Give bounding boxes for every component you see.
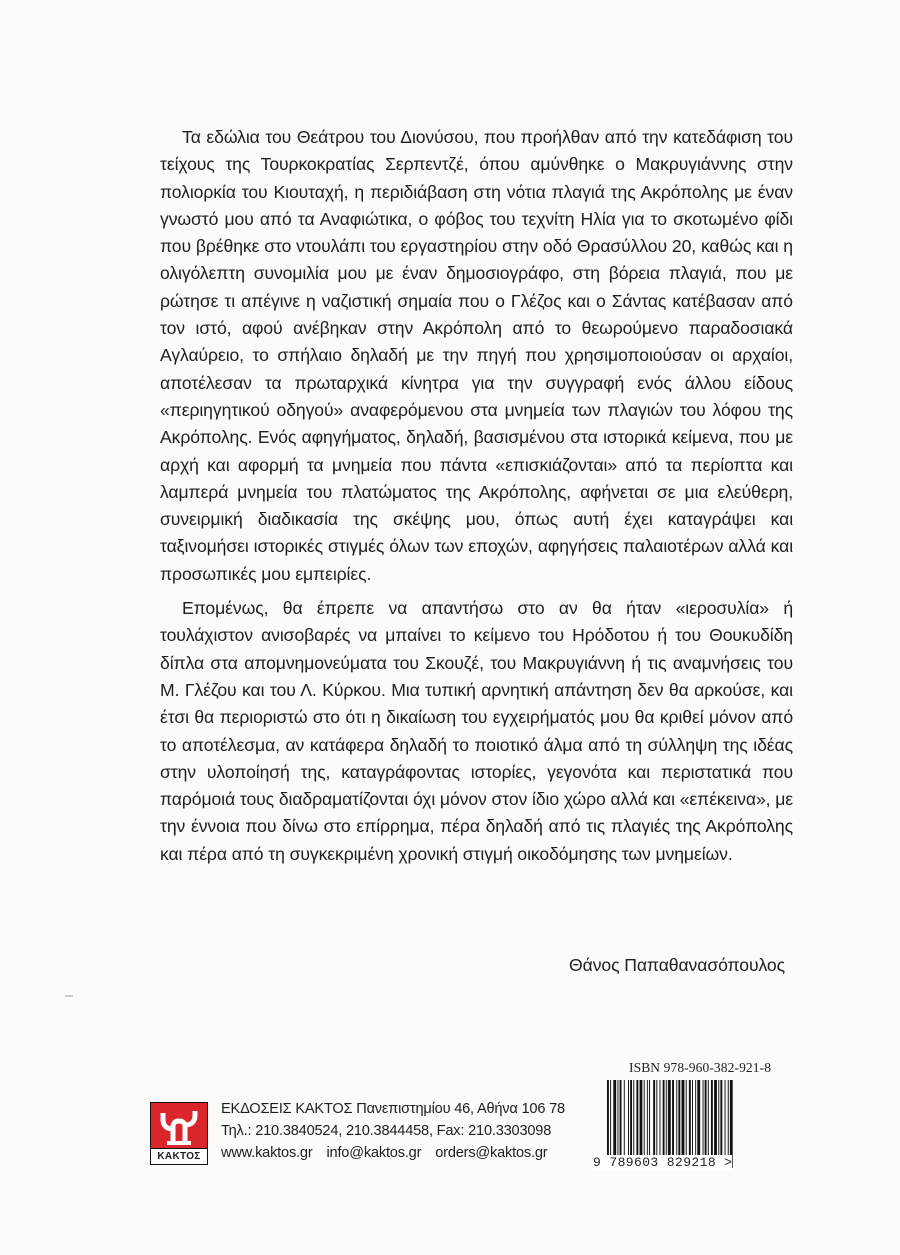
website-link: www.kaktos.gr [221,1145,313,1161]
publisher-info [150,1098,590,1168]
barcode-digits: 9 789603 829218 > [593,1155,733,1170]
info-email: info@kaktos.gr [326,1145,422,1161]
isbn-barcode-block [593,1058,793,1176]
blurb-paragraph-2: Επομένως, θα έπρεπε να απαντήσω στο αν θα ήταν «ιεροσυλία» ή τουλάχιστον ανισοβαρές να μπαίνει το κείμενο του Ηρόδοτου ή του Θουκυδίδη δίπλα στα απομνημονεύματα του Σκουζέ, του Μακρυγιάννη ή τις αναμνήσεις του Μ. Γλέζου και του Λ. Κύρκου. Μια τυπική αρνητική απάντηση δεν θα αρκούσε, και έτσι θα περιοριστώ στο ότι η δικαίωση του εγχειρήματός μου θα κριθεί μόνον από το αποτέλεσμα, αν κατάφερα δηλαδή το ποιοτικό άλμα από τη σύλληψη της ιδέας στην υλοποίησή της, καταγράφοντας ιστορίες, γεγονότα και περιστατικά που παρόμοιά τους διαδραματίζονται όχι μόνον στον ίδιο χώρο αλλά και «επέκεινα», με την έννοια που δίνω στο επίρρημα, πέρα δηλαδή από τις πλαγιές της Ακρόπολης και πέρα από τη συγκεκριμένη χρονική στιγμή οικοδόμησης των μνημείων. [160,598,793,864]
orders-email: orders@kaktos.gr [435,1145,548,1161]
author-signature: Θάνος Παπαθανασόπουλος [569,955,785,975]
logo-label: ΚΑΚΤΟΣ [150,1148,208,1165]
publisher-contact [221,1098,565,1164]
blurb-text [160,124,793,868]
publisher-phones: Τηλ.: 210.3840524, 210.3844458, Fax: 210.3303098 [221,1123,552,1139]
publisher-address: ΕΚΔΟΣΕΙΣ ΚΑΚΤΟΣ Πανεπιστημίου 46, Αθήνα 106 78 [221,1101,565,1117]
publisher-logo [150,1102,208,1165]
publisher-web-line [221,1142,565,1164]
isbn-label: ISBN 978-960-382-921-8 [629,1060,772,1075]
print-speck [65,995,73,997]
cactus-icon [150,1102,208,1150]
blurb-paragraph-1: Τα εδώλια του Θεάτρου του Διονύσου, που προήλθαν από την κατεδάφιση του τείχους της Τουρκοκρατίας Σερπεντζέ, όπου αμύνθηκε ο Μακρυγιάννης στην πολιορκία του Κιουταχή, η περιδιάβαση στη νότια πλαγιά της Ακρόπολης με έναν γνωστό μου από τα Αναφιώτικα, ο φόβος του τεχνίτη Ηλία για το σκοτωμένο φίδι που βρέθηκε στο ντουλάπι του εργαστηρίου στην οδό Θρασύλλου 20, καθώς και η ολιγόλεπτη συνομιλία μου με έναν δημοσιογράφο, στη βόρεια πλαγιά, που με ρώτησε τι απέγινε η ναζιστική σημαία που ο Γλέζος και ο Σάντας κατέβασαν από τον ιστό, αφού ανέβηκαν στην Ακρόπολη από το θεωρούμενο παραδοσιακά Αγλαύρειο, το σπήλαιο δηλαδή με την πηγή που χρησιμοποιούσαν οι αρχαίοι, αποτέλεσαν τα πρωταρχικά κίνητρα για την συγγραφή ενός άλλου είδους «περιηγητικού οδηγού» αναφερόμενου στα μνημεία των πλαγιών του λόφου της Ακρόπολης. Ενός αφηγήματος, δηλαδή, βασισμένου στα ιστορικά κείμενα, που με αρχή και αφορμή τα μνημεία που πάντα «επισκιάζονται» από τα περίοπτα και λαμπερά μνημεία του πλατώματος της Ακρόπολης, αφήνεται σε μια ελεύθερη, συνειρμική διαδικασία της σκέψης μου, όπως αυτή έχει καταγράψει και ταξινομήσει ιστορικές στιγμές όλων των εποχών, αφηγήσεις παλαιοτέρων αλλά και προσωπικές μου εμπειρίες. [160,127,793,584]
